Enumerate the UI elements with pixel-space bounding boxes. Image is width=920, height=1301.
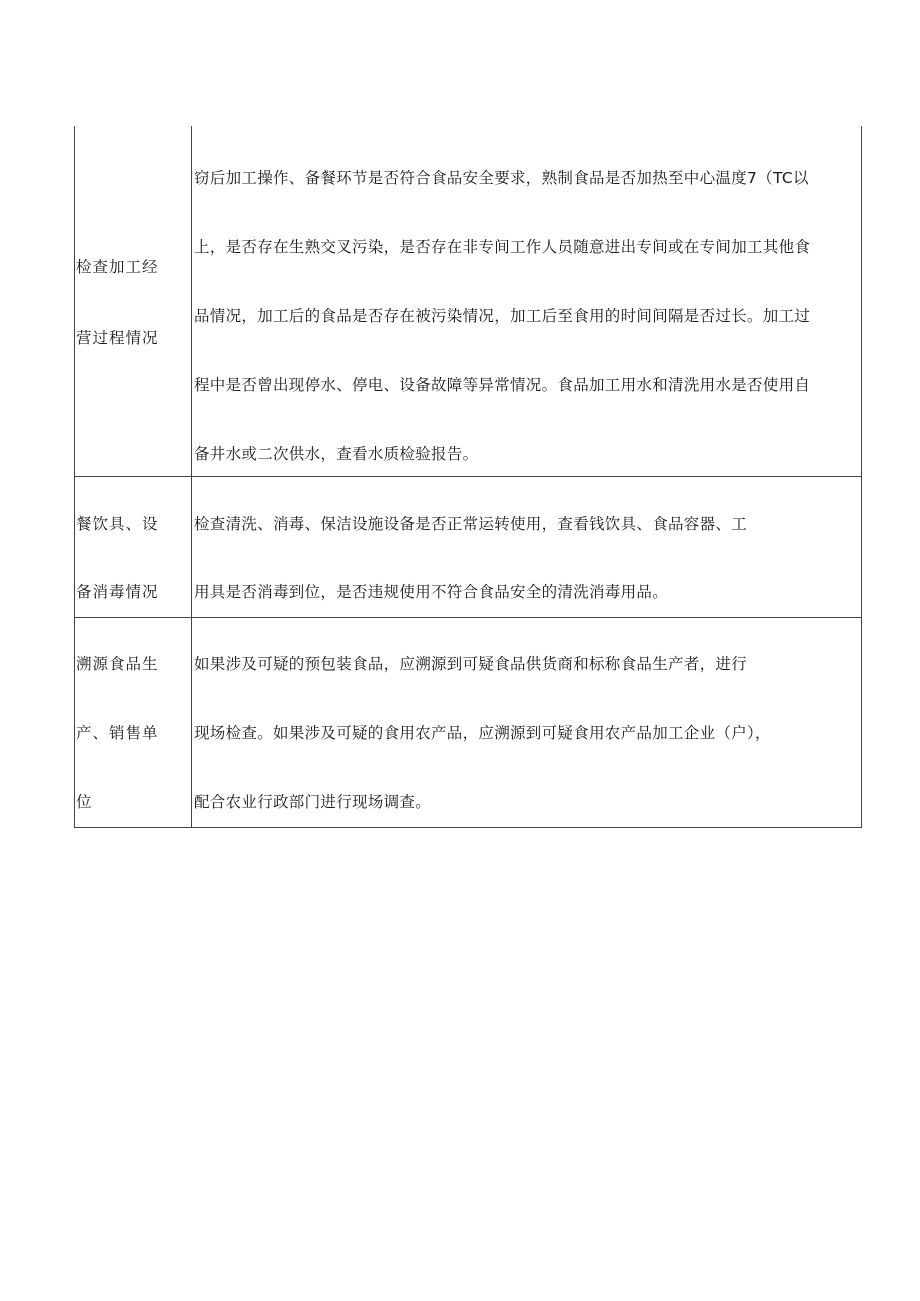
row-label-cell [75,477,192,618]
row-label-line: 餐饮具、设 [76,515,159,533]
row-label-line: 产、销售单 [76,724,159,742]
row-label-line: 检查加工经 [76,258,159,276]
content-line: 品情况，加工后的食品是否存在被污染情况，加工后至食用的时间间隔是否过长。加工过 [194,307,811,325]
content-line: 窃后加工操作、备餐环节是否符合食品安全要求，熟制食品是否加热至中心温度7（TC以 [194,169,809,187]
table-row [75,126,862,477]
inspection-table [74,126,862,828]
row-label-line: 营过程情况 [76,329,159,347]
content-line: 如果涉及可疑的预包装食品，应溯源到可疑食品供货商和标称食品生产者，进行 [194,655,748,673]
table-row [75,618,862,828]
content-line: 程中是否曾出现停水、停电、设备故障等异常情况。食品加工用水和清洗用水是否使用自 [194,376,811,394]
row-label-cell [75,618,192,828]
table-row [75,477,862,618]
content-line: 用具是否消毒到位，是否违规使用不符合食品安全的清洗消毒用品。 [194,583,669,601]
row-label-cell [75,126,192,477]
row-label-line: 备消毒情况 [76,583,159,601]
row-content-cell [192,618,862,828]
row-label-line: 位 [76,793,93,811]
row-content-cell [192,477,862,618]
row-content-cell [192,126,862,477]
content-line: 备井水或二次供水，查看水质检验报告。 [194,445,479,463]
content-line: 检查清洗、消毒、保洁设施设备是否正常运转使用，查看钱饮具、食品容器、工 [194,515,748,533]
content-line: 现场检查。如果涉及可疑的食用农产品，应溯源到可疑食用农产品加工企业（户）， [194,724,771,742]
row-label-line: 溯源食品生 [76,655,159,673]
content-line: 配合农业行政部门进行现场调查。 [194,793,432,811]
content-line: 上，是否存在生熟交叉污染，是否存在非专间工作人员随意进出专间或在专间加工其他食 [194,238,811,256]
